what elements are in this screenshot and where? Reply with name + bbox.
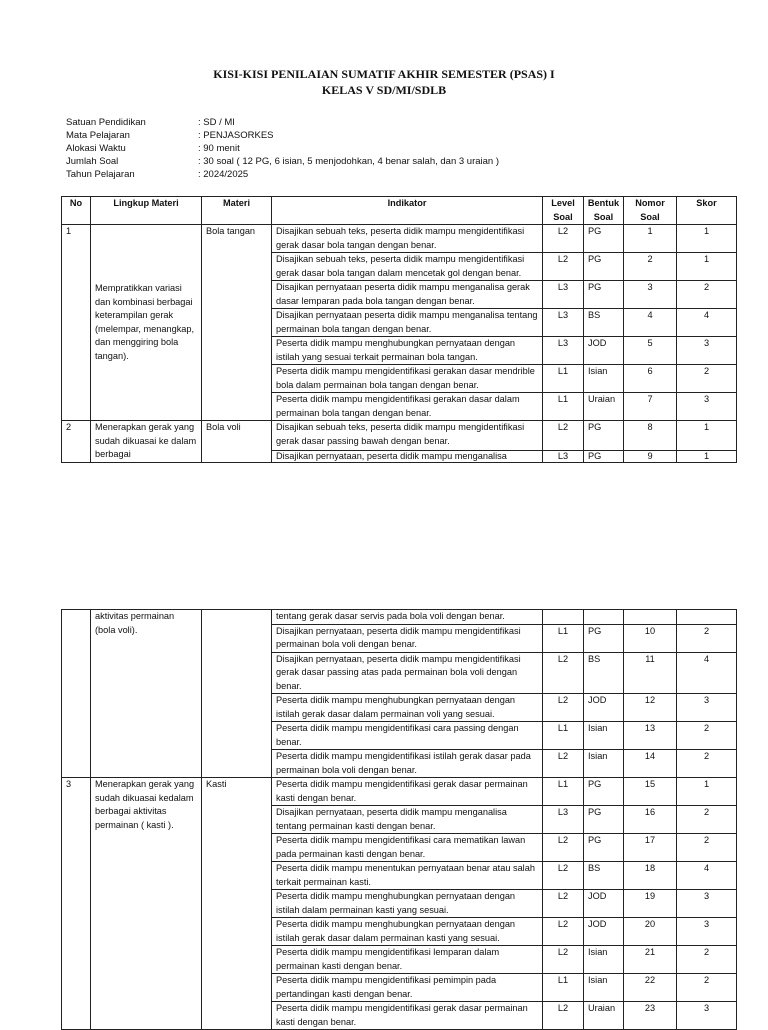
header-bentuk-soal: Bentuk Soal bbox=[584, 197, 624, 225]
nomor-cell: 7 bbox=[624, 393, 677, 421]
header-materi: Materi bbox=[202, 197, 272, 225]
level-cell: L2 bbox=[543, 834, 584, 862]
nomor-cell: 10 bbox=[624, 624, 677, 652]
bentuk-cell: JOD bbox=[584, 694, 624, 722]
meta-value: : 90 menit bbox=[198, 143, 240, 154]
indikator-cell: Peserta didik mampu mengidentifikasi gerak dasar permainan kasti dengan benar. bbox=[272, 778, 543, 806]
indikator-cell: tentang gerak dasar servis pada bola voli dengan benar. bbox=[272, 610, 543, 625]
level-cell: L1 bbox=[543, 974, 584, 1002]
table-row bbox=[62, 778, 737, 806]
level-cell bbox=[543, 610, 584, 625]
level-cell: L1 bbox=[543, 778, 584, 806]
nomor-cell: 3 bbox=[624, 281, 677, 309]
bentuk-cell: JOD bbox=[584, 918, 624, 946]
bentuk-cell: PG bbox=[584, 421, 624, 451]
nomor-cell: 8 bbox=[624, 421, 677, 451]
skor-cell: 3 bbox=[677, 1002, 737, 1030]
header-level-soal: Level Soal bbox=[543, 197, 584, 225]
indikator-cell: Disajikan sebuah teks, peserta didik mampu mengidentifikasi gerak dasar bola tangan dalam mencetak gol dengan benar. bbox=[272, 253, 543, 281]
level-cell: L2 bbox=[543, 862, 584, 890]
bentuk-cell: Uraian bbox=[584, 1002, 624, 1030]
bentuk-cell: Isian bbox=[584, 722, 624, 750]
materi-cell: Kasti bbox=[202, 778, 272, 1030]
indikator-cell: Peserta didik mampu mengidentifikasi istilah gerak dasar pada permainan bola voli dengan benar. bbox=[272, 750, 543, 778]
nomor-cell: 6 bbox=[624, 365, 677, 393]
level-cell: L2 bbox=[543, 225, 584, 253]
indikator-cell: Peserta didik mampu menghubungkan pernyataan dengan istilah gerak dasar dalam permainan kasti yang sesuai. bbox=[272, 918, 543, 946]
nomor-cell: 9 bbox=[624, 450, 677, 462]
indikator-cell: Peserta didik mampu mengidentifikasi gerakan dasar mendrible bola dalam permainan bola tangan dengan benar. bbox=[272, 365, 543, 393]
bentuk-cell: Isian bbox=[584, 974, 624, 1002]
lingkup-materi-cell: Menerapkan gerak yang sudah dikuasai ke dalam berbagai bbox=[91, 421, 202, 463]
indikator-cell: Peserta didik mampu mengidentifikasi cara mematikan lawan pada permainan kasti dengan benar. bbox=[272, 834, 543, 862]
nomor-cell: 18 bbox=[624, 862, 677, 890]
level-cell: L2 bbox=[543, 890, 584, 918]
materi-cell: Bola tangan bbox=[202, 225, 272, 421]
skor-cell: 3 bbox=[677, 890, 737, 918]
meta-label: Tahun Pelajaran bbox=[66, 169, 135, 180]
level-cell: L2 bbox=[543, 421, 584, 451]
lingkup-materi-cell: Mempratikkan variasi dan kombinasi berbagai keterampilan gerak (melempar, menangkap, dan menggiring bola tangan). bbox=[91, 225, 202, 421]
header-skor: Skor bbox=[677, 197, 737, 225]
header-nomor-soal: Nomor Soal bbox=[624, 197, 677, 225]
nomor-cell: 22 bbox=[624, 974, 677, 1002]
level-cell: L3 bbox=[543, 281, 584, 309]
meta-value: : PENJASORKES bbox=[198, 130, 274, 141]
skor-cell: 1 bbox=[677, 253, 737, 281]
skor-cell: 1 bbox=[677, 225, 737, 253]
skor-cell bbox=[677, 610, 737, 625]
level-cell: L2 bbox=[543, 652, 584, 694]
nomor-cell: 14 bbox=[624, 750, 677, 778]
bentuk-cell: PG bbox=[584, 834, 624, 862]
meta-label: Mata Pelajaran bbox=[66, 130, 130, 141]
meta-value: : 30 soal ( 12 PG, 6 isian, 5 menjodohkan, 4 benar salah, dan 3 uraian ) bbox=[198, 156, 500, 167]
indikator-cell: Peserta didik mampu menghubungkan pernyataan dengan istilah gerak dasar dalam permainan voli yang sesuai. bbox=[272, 694, 543, 722]
indikator-cell: Disajikan pernyataan, peserta didik mampu menganalisa bbox=[272, 450, 543, 462]
skor-cell: 2 bbox=[677, 750, 737, 778]
indikator-cell: Disajikan sebuah teks, peserta didik mampu mengidentifikasi gerak dasar passing bawah dengan benar. bbox=[272, 421, 543, 451]
level-cell: L1 bbox=[543, 722, 584, 750]
level-cell: L1 bbox=[543, 393, 584, 421]
bentuk-cell: BS bbox=[584, 652, 624, 694]
nomor-cell: 4 bbox=[624, 309, 677, 337]
indikator-cell: Peserta didik mampu mengidentifikasi cara passing dengan benar. bbox=[272, 722, 543, 750]
bentuk-cell: Isian bbox=[584, 946, 624, 974]
skor-cell: 2 bbox=[677, 834, 737, 862]
nomor-cell: 16 bbox=[624, 806, 677, 834]
table-row bbox=[62, 610, 737, 625]
skor-cell: 4 bbox=[677, 862, 737, 890]
meta-label: Satuan Pendidikan bbox=[66, 117, 146, 128]
bentuk-cell: Isian bbox=[584, 750, 624, 778]
level-cell: L3 bbox=[543, 337, 584, 365]
lingkup-materi-cell: aktivitas permainan (bola voli). bbox=[91, 610, 202, 778]
skor-cell: 2 bbox=[677, 806, 737, 834]
document-title-line1: KISI-KISI PENILAIAN SUMATIF AKHIR SEMESTER (PSAS) I bbox=[213, 67, 555, 81]
indikator-cell: Peserta didik mampu menghubungkan pernyataan dengan istilah dalam permainan kasti yang sesuai. bbox=[272, 890, 543, 918]
level-cell: L1 bbox=[543, 365, 584, 393]
skor-cell: 2 bbox=[677, 281, 737, 309]
level-cell: L2 bbox=[543, 946, 584, 974]
document-title-line2: KELAS V SD/MI/SDLB bbox=[321, 83, 447, 97]
bentuk-cell: PG bbox=[584, 624, 624, 652]
lingkup-materi-cell: Menerapkan gerak yang sudah dikuasai kedalam berbagai aktivitas permainan ( kasti ). bbox=[91, 778, 202, 1030]
skor-cell: 1 bbox=[677, 421, 737, 451]
nomor-cell: 21 bbox=[624, 946, 677, 974]
meta-row-satuan bbox=[66, 116, 499, 129]
level-cell: L2 bbox=[543, 1002, 584, 1030]
bentuk-cell: PG bbox=[584, 253, 624, 281]
indikator-cell: Disajikan pernyataan, peserta didik mampu mengidentifikasi permainan bola voli dengan benar. bbox=[272, 624, 543, 652]
bentuk-cell: JOD bbox=[584, 890, 624, 918]
skor-cell: 2 bbox=[677, 365, 737, 393]
level-cell: L3 bbox=[543, 450, 584, 462]
bentuk-cell bbox=[584, 610, 624, 625]
group-number: 1 bbox=[62, 225, 91, 421]
table-header-row bbox=[62, 197, 737, 225]
header-no: No bbox=[62, 197, 91, 225]
nomor-cell: 13 bbox=[624, 722, 677, 750]
nomor-cell: 2 bbox=[624, 253, 677, 281]
nomor-cell bbox=[624, 610, 677, 625]
bentuk-cell: JOD bbox=[584, 337, 624, 365]
indikator-cell: Peserta didik mampu menghubungkan pernyataan dengan istilah yang sesuai terkait permainan bola tangan. bbox=[272, 337, 543, 365]
indikator-cell: Peserta didik mampu mengidentifikasi pemimpin pada pertandingan kasti dengan benar. bbox=[272, 974, 543, 1002]
skor-cell: 3 bbox=[677, 694, 737, 722]
indikator-cell: Disajikan sebuah teks, peserta didik mampu mengidentifikasi gerak dasar bola tangan dengan benar. bbox=[272, 225, 543, 253]
skor-cell: 2 bbox=[677, 974, 737, 1002]
bentuk-cell: BS bbox=[584, 862, 624, 890]
skor-cell: 3 bbox=[677, 393, 737, 421]
meta-row-jumlah bbox=[66, 155, 499, 168]
meta-row-mapel bbox=[66, 129, 499, 142]
level-cell: L3 bbox=[543, 806, 584, 834]
nomor-cell: 12 bbox=[624, 694, 677, 722]
indikator-cell: Disajikan pernyataan peserta didik mampu menganalisa tentang permainan bola tangan dengan benar. bbox=[272, 309, 543, 337]
bentuk-cell: PG bbox=[584, 450, 624, 462]
indikator-cell: Disajikan pernyataan peserta didik mampu menganalisa gerak dasar lemparan pada bola tangan dengan benar. bbox=[272, 281, 543, 309]
materi-cell: Bola voli bbox=[202, 421, 272, 463]
meta-value: : SD / MI bbox=[198, 117, 235, 128]
indikator-cell: Disajikan pernyataan, peserta didik mampu menganalisa tentang permainan kasti dengan benar. bbox=[272, 806, 543, 834]
nomor-cell: 1 bbox=[624, 225, 677, 253]
skor-cell: 4 bbox=[677, 652, 737, 694]
skor-cell: 2 bbox=[677, 722, 737, 750]
table-row bbox=[62, 421, 737, 451]
bentuk-cell: PG bbox=[584, 806, 624, 834]
nomor-cell: 15 bbox=[624, 778, 677, 806]
group-number: 3 bbox=[62, 778, 91, 1030]
meta-value: : 2024/2025 bbox=[198, 169, 249, 180]
bentuk-cell: Uraian bbox=[584, 393, 624, 421]
meta-label: Alokasi Waktu bbox=[66, 143, 126, 154]
header-indikator: Indikator bbox=[272, 197, 543, 225]
level-cell: L2 bbox=[543, 918, 584, 946]
meta-row-waktu bbox=[66, 142, 499, 155]
bentuk-cell: PG bbox=[584, 225, 624, 253]
nomor-cell: 23 bbox=[624, 1002, 677, 1030]
bentuk-cell: PG bbox=[584, 778, 624, 806]
indikator-cell: Disajikan pernyataan, peserta didik mampu mengidentifikasi gerak dasar passing atas pada permainan bola voli dengan benar. bbox=[272, 652, 543, 694]
meta-label: Jumlah Soal bbox=[66, 156, 119, 167]
kisi-kisi-table-part2 bbox=[61, 609, 737, 1030]
table-row bbox=[62, 225, 737, 253]
nomor-cell: 19 bbox=[624, 890, 677, 918]
kisi-kisi-table-part1 bbox=[61, 196, 737, 463]
level-cell: L2 bbox=[543, 750, 584, 778]
indikator-cell: Peserta didik mampu mengidentifikasi gerakan dasar dalam permainan bola tangan dengan benar. bbox=[272, 393, 543, 421]
level-cell: L1 bbox=[543, 624, 584, 652]
nomor-cell: 20 bbox=[624, 918, 677, 946]
bentuk-cell: Isian bbox=[584, 365, 624, 393]
level-cell: L3 bbox=[543, 309, 584, 337]
group-number bbox=[62, 610, 91, 778]
skor-cell: 4 bbox=[677, 309, 737, 337]
skor-cell: 2 bbox=[677, 624, 737, 652]
skor-cell: 3 bbox=[677, 337, 737, 365]
group-number: 2 bbox=[62, 421, 91, 463]
materi-cell bbox=[202, 610, 272, 778]
bentuk-cell: PG bbox=[584, 281, 624, 309]
skor-cell: 1 bbox=[677, 778, 737, 806]
skor-cell: 2 bbox=[677, 946, 737, 974]
level-cell: L2 bbox=[543, 253, 584, 281]
level-cell: L2 bbox=[543, 694, 584, 722]
skor-cell: 3 bbox=[677, 918, 737, 946]
indikator-cell: Peserta didik mampu menentukan pernyataan benar atau salah terkait permainan kasti. bbox=[272, 862, 543, 890]
header-lingkup-materi: Lingkup Materi bbox=[91, 197, 202, 225]
document-meta bbox=[66, 116, 499, 181]
nomor-cell: 17 bbox=[624, 834, 677, 862]
skor-cell: 1 bbox=[677, 450, 737, 462]
bentuk-cell: BS bbox=[584, 309, 624, 337]
nomor-cell: 11 bbox=[624, 652, 677, 694]
indikator-cell: Peserta didik mampu mengidentifikasi gerak dasar permainan kasti dengan benar. bbox=[272, 1002, 543, 1030]
indikator-cell: Peserta didik mampu mengidentifikasi lemparan dalam permainan kasti dengan benar. bbox=[272, 946, 543, 974]
meta-row-tahun bbox=[66, 168, 499, 181]
nomor-cell: 5 bbox=[624, 337, 677, 365]
